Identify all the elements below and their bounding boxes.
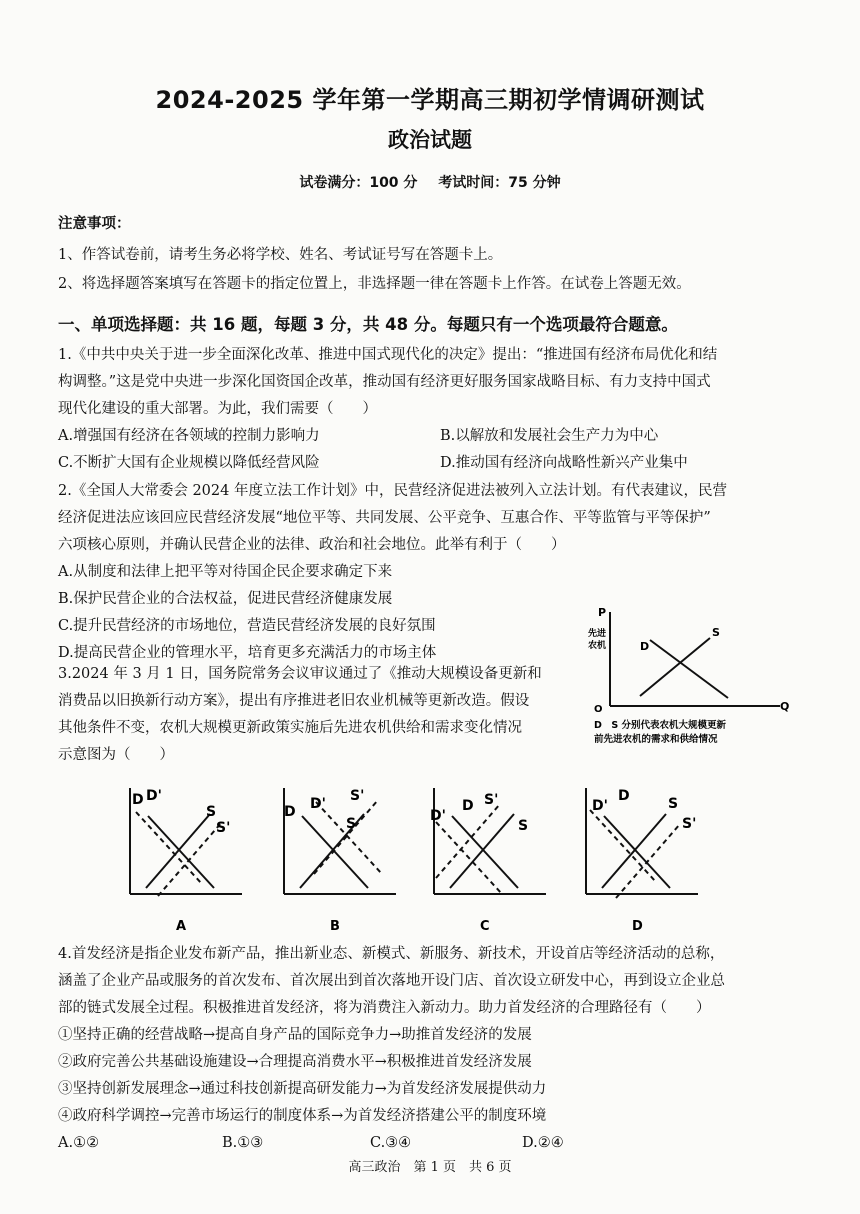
d-label: D [284, 804, 296, 820]
s-label: S [668, 796, 679, 812]
option-chart-d [574, 780, 704, 940]
ref-demand-line [650, 640, 728, 698]
ref-s-label: S [712, 626, 720, 639]
ref-origin-label: O [594, 704, 603, 715]
q1-text-line: 1.《中共中央关于进一步全面深化改革、推进中国式现代化的决定》提出：“推进国有经济布局优化和结 [58, 347, 718, 363]
s-prime-label: S' [350, 788, 365, 804]
q1-text-line: 现代化建设的重大部署。为此，我们需要（ ） [58, 401, 377, 417]
d-label: D [132, 792, 144, 808]
notice-item: 2、将选择题答案填写在答题卡的指定位置上，非选择题一律在答题卡上作答。在试卷上答题无效。 [58, 276, 691, 292]
demand-line [604, 816, 670, 888]
q2-option-c: C.提升民营经济的市场地位，营造民营经济发展的良好氛围 [58, 618, 436, 634]
q4-option-b: B.①③ [222, 1135, 264, 1151]
q4-option-c: C.③④ [370, 1135, 412, 1151]
q2-option-a: A.从制度和法律上把平等对待国企民企要求确定下来 [58, 564, 393, 580]
q4-option-a: A.①② [58, 1135, 100, 1151]
q1-option-c: C.不断扩大国有企业规模以降低经营风险 [58, 455, 320, 471]
q3-reference-chart [580, 600, 790, 760]
q4-option-d: D.②④ [522, 1135, 564, 1151]
exam-time: 考试时间：75 分钟 [438, 175, 561, 191]
demand-line [452, 816, 518, 888]
q1-text-line: 构调整。”这是党中央进一步深化国资国企改革，推动国有经济更好服务国家战略目标、有力支持中国式 [58, 374, 711, 390]
q4-text-line: 部的链式发展全过程。积极推进首发经济，将为消费注入新动力。助力首发经济的合理路径有（ ） [58, 1000, 711, 1016]
ref-caption-1: D S 分别代表农机大规模更新 [594, 720, 727, 731]
d-prime-label: D' [592, 798, 608, 814]
shifted-demand-line [590, 810, 656, 882]
shifted-demand-line [436, 822, 502, 894]
q3-text-line: 其他条件不变，农机大规模更新政策实施后先进农机供给和需求变化情况 [58, 720, 522, 736]
option-chart-b [272, 780, 402, 940]
s-prime-label: S' [682, 816, 697, 832]
shifted-demand-line [316, 802, 382, 874]
q2-option-b: B.保护民营企业的合法权益，促进民营经济健康发展 [58, 591, 393, 607]
page-footer: 高三政治 第 1 页 共 6 页 [348, 1160, 512, 1175]
q4-text-line: 4.首发经济是指企业发布新产品，推出新业态、新模式、新服务、新技术，开设首店等经济活动的总称， [58, 946, 725, 962]
ref-caption-2: 前先进农机的需求和供给情况 [594, 734, 718, 745]
q2-text-line: 经济促进法应该回应民营经济发展“地位平等、共同发展、公平竞争、互惠合作、平等监管与平等保护” [58, 510, 711, 526]
option-chart-c [422, 780, 552, 940]
q4-item: ③坚持创新发展理念→通过科技创新提高研发能力→为首发经济发展提供动力 [58, 1081, 547, 1097]
option-label: B [330, 919, 340, 934]
q1-option-d: D.推动国有经济向战略性新兴产业集中 [440, 455, 688, 471]
ref-supply-line [640, 638, 710, 696]
q4-item: ①坚持正确的经营战略→提高自身产品的国际竞争力→助推首发经济的发展 [58, 1027, 532, 1043]
q3-text-line: 消费品以旧换新行动方案》，提出有序推进老旧农业机械等更新改造。假设 [58, 693, 530, 709]
d-prime-label: D' [310, 796, 326, 812]
ref-q-label: Q [780, 700, 790, 713]
ref-y-label-2: 农机 [588, 641, 607, 651]
s-label: S [346, 816, 357, 832]
q1-option-b: B.以解放和发展社会生产力为中心 [440, 428, 659, 444]
ref-d-label: D [640, 640, 650, 653]
s-label: S [206, 804, 217, 820]
notice-item: 1、作答试卷前，请考生务必将学校、姓名、考试证号写在答题卡上。 [58, 247, 503, 263]
q4-text-line: 涵盖了企业产品或服务的首次发布、首次展出到首次落地开设门店、首次设立研发中心，再到设立企业总 [58, 973, 725, 989]
shifted-demand-line [136, 812, 202, 884]
full-score: 试卷满分：100 分 [299, 175, 418, 191]
exam-subtitle: 政治试题 [388, 128, 472, 152]
option-label: A [176, 919, 187, 934]
d-label: D [618, 788, 630, 804]
demand-line [302, 816, 368, 888]
notice-heading: 注意事项： [58, 216, 131, 232]
ref-y-label-1: 先进 [588, 629, 607, 639]
s-prime-label: S' [484, 792, 499, 808]
d-prime-label: D' [146, 788, 162, 804]
section-heading: 一、单项选择题：共 16 题，每题 3 分，共 48 分。每题只有一个选项最符合题意。 [58, 315, 678, 334]
option-chart-a [118, 780, 248, 940]
q2-text-line: 六项核心原则，并确认民营企业的法律、政治和社会地位。此举有利于（ ） [58, 537, 566, 553]
option-label: C [480, 919, 490, 934]
q3-text-line: 示意图为（ ） [58, 747, 174, 763]
q3-text-line: 3.2024 年 3 月 1 日，国务院常务会议审议通过了《推动大规模设备更新和 [58, 666, 542, 682]
demand-line [148, 816, 214, 888]
ref-p-label: P [598, 606, 607, 619]
q2-text-line: 2.《全国人大常委会 2024 年度立法工作计划》中，民营经济促进法被列入立法计划。有代表建议，民营 [58, 483, 727, 499]
d-label: D [462, 798, 474, 814]
s-prime-label: S' [216, 820, 231, 836]
exam-meta [0, 172, 860, 192]
d-prime-label: D' [430, 808, 446, 824]
q4-item: ②政府完善公共基础设施建设→合理提高消费水平→积极推进首发经济发展 [58, 1054, 532, 1070]
s-label: S [518, 818, 529, 834]
q1-option-a: A.增强国有经济在各领域的控制力影响力 [58, 428, 320, 444]
exam-title: 2024-2025 学年第一学期高三期初学情调研测试 [155, 86, 705, 114]
q2-option-d: D.提高民营企业的管理水平，培育更多充满活力的市场主体 [58, 645, 437, 661]
q4-item: ④政府科学调控→完善市场运行的制度体系→为首发经济搭建公平的制度环境 [58, 1108, 547, 1124]
option-label: D [632, 919, 643, 934]
